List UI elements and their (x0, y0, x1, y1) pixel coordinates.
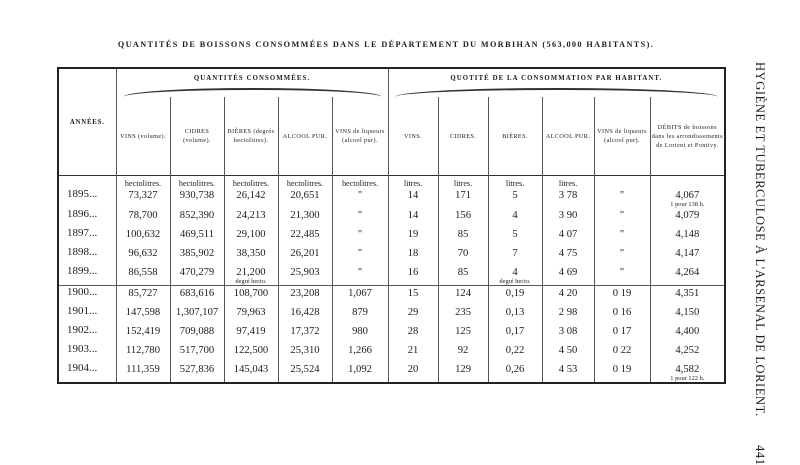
value-text: " (619, 267, 625, 278)
value-cell (650, 362, 725, 383)
value-cell (388, 208, 438, 227)
value-cell (224, 286, 278, 306)
table-row (58, 286, 725, 306)
value-text: 469,511 (179, 229, 215, 240)
value-text: 122,500 (233, 345, 269, 356)
brace-per-capita (388, 87, 725, 97)
value-cell (542, 208, 594, 227)
value-cell (438, 208, 488, 227)
value-text: 5 (512, 229, 518, 240)
value-cell (438, 343, 488, 362)
value-text: 125 (455, 326, 471, 337)
value-cell (488, 227, 542, 246)
value-text: 96,632 (128, 248, 158, 259)
value-text: 85 (457, 267, 469, 278)
value-cell (224, 208, 278, 227)
consumption-table (57, 67, 726, 384)
value-cell (650, 188, 725, 208)
value-cell (170, 188, 224, 208)
value-text: 70 (457, 248, 469, 259)
debits-note: 1 pour 122 h. (670, 375, 705, 382)
value-cell (278, 265, 332, 286)
value-text: 129 (455, 364, 471, 375)
value-text: 852,390 (179, 210, 215, 221)
table-row (58, 305, 725, 324)
value-text: 111,359 (126, 364, 160, 375)
value-cell (438, 305, 488, 324)
value-text: 4 (512, 210, 518, 221)
value-cell (650, 324, 725, 343)
value-cell (438, 286, 488, 306)
value-cell (650, 227, 725, 246)
year-cell: 1903... (58, 343, 116, 362)
value-text: 112,780 (125, 345, 161, 356)
value-cell (650, 286, 725, 306)
units-blank (58, 176, 116, 189)
value-cell (388, 343, 438, 362)
value-cell (488, 305, 542, 324)
value-text: 4,582 (675, 364, 700, 375)
value-cell (650, 208, 725, 227)
value-text: 29,100 (236, 229, 266, 240)
value-cell (594, 227, 650, 246)
value-text: 85,727 (128, 288, 158, 299)
value-text: 980 (352, 326, 368, 337)
value-cell (278, 343, 332, 362)
value-cell (594, 246, 650, 265)
value-text: 0 19 (612, 288, 632, 299)
value-text: 17,372 (290, 326, 320, 337)
value-text: 4,147 (675, 248, 700, 259)
value-cell (388, 362, 438, 383)
value-text: " (619, 190, 625, 201)
unit-cell: hectolitres. (332, 176, 388, 189)
bieres-unit-note: degré hecto. (499, 278, 531, 285)
value-text: 21,300 (290, 210, 320, 221)
value-text: 4,067 (675, 190, 700, 201)
value-cell (224, 305, 278, 324)
value-text: 78,700 (128, 210, 158, 221)
value-text: 0,17 (505, 326, 525, 337)
value-text: 3 90 (558, 210, 578, 221)
value-cell (438, 324, 488, 343)
value-cell (438, 362, 488, 383)
value-cell (388, 305, 438, 324)
value-text: 2 98 (558, 307, 578, 318)
value-cell (170, 286, 224, 306)
value-cell (388, 265, 438, 286)
value-cell (438, 246, 488, 265)
value-cell (488, 246, 542, 265)
unit-cell (594, 176, 650, 189)
value-cell (542, 362, 594, 383)
value-text: 21,200 (236, 267, 266, 278)
value-cell (116, 324, 170, 343)
header-q-cidres: CIDRES (volume). (170, 97, 224, 176)
value-text: 5 (512, 190, 518, 201)
value-text: " (619, 229, 625, 240)
value-cell (170, 227, 224, 246)
table-body (58, 176, 725, 384)
value-cell (278, 305, 332, 324)
table-row (58, 227, 725, 246)
value-cell (278, 246, 332, 265)
value-text: 86,558 (128, 267, 158, 278)
value-text: 100,632 (125, 229, 161, 240)
value-text: " (619, 248, 625, 259)
unit-cell: hectolitres. (224, 176, 278, 189)
header-group-quantities: QUANTITÉS CONSOMMÉES. (193, 74, 311, 82)
value-cell (488, 324, 542, 343)
value-cell (488, 265, 542, 286)
value-text: 14 (407, 210, 419, 221)
value-cell (542, 324, 594, 343)
value-cell (594, 265, 650, 286)
value-text: 73,327 (128, 190, 158, 201)
value-cell (332, 286, 388, 306)
value-text: " (357, 190, 363, 201)
value-cell (116, 208, 170, 227)
value-cell (594, 343, 650, 362)
value-text: " (357, 248, 363, 259)
value-cell (594, 305, 650, 324)
value-cell (116, 227, 170, 246)
value-text: 24,213 (236, 210, 266, 221)
value-text: 385,902 (179, 248, 215, 259)
value-text: 527,836 (179, 364, 215, 375)
value-text: 19 (407, 229, 419, 240)
value-text: 4 50 (558, 345, 578, 356)
value-cell (116, 265, 170, 286)
value-cell (116, 362, 170, 383)
value-cell (170, 324, 224, 343)
year-cell: 1904... (58, 362, 116, 383)
value-cell (278, 188, 332, 208)
unit-cell: litres. (388, 176, 438, 189)
value-cell (116, 188, 170, 208)
value-text: 930,738 (179, 190, 215, 201)
value-cell (332, 227, 388, 246)
table-row (58, 343, 725, 362)
value-cell (650, 246, 725, 265)
header-p-liqueurs: VINS de liqueurs (alcool pur). (594, 97, 650, 176)
value-text: 0 16 (612, 307, 632, 318)
value-text: 21 (407, 345, 419, 356)
value-cell (332, 246, 388, 265)
value-text: 22,485 (290, 229, 320, 240)
value-cell (332, 305, 388, 324)
value-text: 18 (407, 248, 419, 259)
unit-cell: litres. (438, 176, 488, 189)
value-cell (438, 227, 488, 246)
value-cell (488, 208, 542, 227)
header-p-bieres: BIÈRES. (488, 97, 542, 176)
value-cell (116, 246, 170, 265)
value-cell (170, 208, 224, 227)
value-cell (542, 246, 594, 265)
value-cell (388, 286, 438, 306)
value-cell (332, 265, 388, 286)
value-cell (224, 188, 278, 208)
value-cell (650, 265, 725, 286)
header-q-bieres: BIÈRES (degrés hectolitres). (224, 97, 278, 176)
brace-quantities (116, 87, 388, 97)
units-row (58, 176, 725, 189)
value-text: 1,307,107 (175, 307, 219, 318)
bieres-unit-note: degré hecto. (235, 278, 267, 285)
value-text: 29 (407, 307, 419, 318)
value-cell (594, 324, 650, 343)
value-cell (332, 343, 388, 362)
value-text: 1,067 (348, 288, 372, 299)
table-row (58, 208, 725, 227)
table-row (58, 188, 725, 208)
value-text: 4,351 (675, 288, 700, 299)
value-cell (594, 208, 650, 227)
unit-cell: litres. (488, 176, 542, 189)
value-cell (542, 343, 594, 362)
value-text: 25,524 (290, 364, 320, 375)
value-text: 4,150 (675, 307, 700, 318)
value-cell (542, 227, 594, 246)
value-cell (388, 246, 438, 265)
value-text: 1,092 (348, 364, 372, 375)
value-text: 4 53 (558, 364, 578, 375)
value-text: 156 (455, 210, 471, 221)
value-text: 28 (407, 326, 419, 337)
header-annees: ANNÉES. (58, 68, 116, 176)
value-text: 1,266 (348, 345, 372, 356)
value-cell (170, 343, 224, 362)
value-text: 4 07 (558, 229, 578, 240)
value-text: 4,252 (675, 345, 700, 356)
table-row (58, 265, 725, 286)
value-text: 4 20 (558, 288, 578, 299)
value-text: 20 (407, 364, 419, 375)
year-cell: 1898... (58, 246, 116, 265)
table-row (58, 246, 725, 265)
value-cell (224, 343, 278, 362)
value-cell (170, 362, 224, 383)
value-text: 0,19 (505, 288, 525, 299)
running-header (753, 62, 767, 465)
value-text: 20,651 (290, 190, 320, 201)
value-text: 26,142 (236, 190, 266, 201)
year-cell: 1895... (58, 188, 116, 208)
value-text: 97,419 (236, 326, 266, 337)
value-text: 4 (512, 267, 518, 278)
value-cell (278, 286, 332, 306)
value-cell (438, 188, 488, 208)
header-p-alcool: ALCOOL PUR. (542, 97, 594, 176)
value-cell (224, 362, 278, 383)
value-text: 683,616 (179, 288, 215, 299)
value-text: 470,279 (179, 267, 215, 278)
value-text: 709,088 (179, 326, 215, 337)
value-text: 25,903 (290, 267, 320, 278)
value-cell (650, 343, 725, 362)
value-cell (278, 324, 332, 343)
value-cell (488, 362, 542, 383)
value-text: " (357, 210, 363, 221)
value-cell (224, 265, 278, 286)
value-cell (594, 188, 650, 208)
value-text: 0,22 (505, 345, 525, 356)
page-number: 441 (753, 444, 767, 465)
value-cell (224, 227, 278, 246)
header-q-vins: VINS (volume). (120, 132, 166, 140)
value-text: 4,148 (675, 229, 700, 240)
value-cell (388, 324, 438, 343)
year-cell: 1896... (58, 208, 116, 227)
value-text: 4,264 (675, 267, 700, 278)
value-cell (332, 324, 388, 343)
value-text: 25,310 (290, 345, 320, 356)
value-text: 85 (457, 229, 469, 240)
value-text: 145,043 (233, 364, 269, 375)
unit-cell: hectolitres. (116, 176, 170, 189)
value-cell (438, 265, 488, 286)
value-text: " (357, 267, 363, 278)
value-text: 0 17 (612, 326, 632, 337)
value-text: 0,13 (505, 307, 525, 318)
value-text: 14 (407, 190, 419, 201)
value-text: 0,26 (505, 364, 525, 375)
year-cell: 1899... (58, 265, 116, 286)
value-cell (594, 286, 650, 306)
value-cell (332, 188, 388, 208)
value-cell (542, 188, 594, 208)
header-p-vins: VINS. (388, 97, 438, 176)
value-text: 879 (352, 307, 368, 318)
value-cell (278, 362, 332, 383)
running-header-text: HYGIÈNE ET TUBERCULOSE À L'ARSENAL DE LORIENT. (753, 62, 767, 417)
unit-cell: hectolitres. (278, 176, 332, 189)
value-cell (170, 305, 224, 324)
value-text: 4,079 (675, 210, 700, 221)
value-cell (116, 305, 170, 324)
value-cell (388, 227, 438, 246)
value-text: 79,963 (236, 307, 266, 318)
value-text: 171 (455, 190, 471, 201)
value-text: 517,700 (179, 345, 215, 356)
value-text: 3 08 (558, 326, 578, 337)
value-text: 108,700 (233, 288, 269, 299)
value-text: 16 (407, 267, 419, 278)
value-text: 26,201 (290, 248, 320, 259)
value-text: 92 (457, 345, 469, 356)
value-cell (488, 286, 542, 306)
page-title: QUANTITÉS DE BOISSONS CONSOMMÉES DANS LE DÉPARTEMENT DU MORBIHAN (563,000 HABITANTS). (117, 40, 655, 49)
value-cell (278, 208, 332, 227)
value-text: " (357, 229, 363, 240)
value-cell (650, 305, 725, 324)
value-text: 4 69 (558, 267, 578, 278)
value-cell (224, 324, 278, 343)
unit-cell: hectolitres. (170, 176, 224, 189)
value-cell (542, 265, 594, 286)
value-cell (594, 362, 650, 383)
value-text: 4 75 (558, 248, 578, 259)
value-cell (170, 246, 224, 265)
value-cell (388, 188, 438, 208)
header-group-per-capita: QUOTITÉ DE LA CONSOMMATION PAR HABITANT. (388, 68, 725, 87)
value-text: 152,419 (125, 326, 161, 337)
debits-note: 1 pour 138 h. (670, 201, 705, 208)
value-cell (488, 343, 542, 362)
header-q-alcool: ALCOOL PUR. (278, 97, 332, 176)
value-text: 38,350 (236, 248, 266, 259)
year-cell: 1901... (58, 305, 116, 324)
unit-cell (650, 176, 725, 189)
value-cell (332, 362, 388, 383)
value-text: 235 (455, 307, 471, 318)
table-row (58, 324, 725, 343)
value-cell (332, 208, 388, 227)
value-cell (278, 227, 332, 246)
value-text: 0 22 (612, 345, 632, 356)
year-cell: 1900... (58, 286, 116, 306)
table-row (58, 362, 725, 383)
value-cell (116, 286, 170, 306)
value-text: 147,598 (125, 307, 161, 318)
year-cell: 1902... (58, 324, 116, 343)
value-text: 3 78 (558, 190, 578, 201)
value-cell (116, 343, 170, 362)
header-p-cidres: CIDRES. (438, 97, 488, 176)
year-cell: 1897... (58, 227, 116, 246)
value-text: 23,208 (290, 288, 320, 299)
value-text: 4,400 (675, 326, 700, 337)
value-text: 124 (455, 288, 471, 299)
header-debits: DÉBITS de boissons dans les arrondissements de Lorient et Pontivy. (650, 97, 725, 176)
value-cell (542, 286, 594, 306)
value-text: 7 (512, 248, 518, 259)
unit-cell: litres. (542, 176, 594, 189)
value-cell (224, 246, 278, 265)
value-text: 16,428 (290, 307, 320, 318)
value-text: 15 (407, 288, 419, 299)
value-text: " (619, 210, 625, 221)
value-cell (170, 265, 224, 286)
value-cell (488, 188, 542, 208)
value-cell (542, 305, 594, 324)
header-q-liqueurs: VINS de liqueurs (alcool pur). (332, 97, 388, 176)
value-text: 0 19 (612, 364, 632, 375)
